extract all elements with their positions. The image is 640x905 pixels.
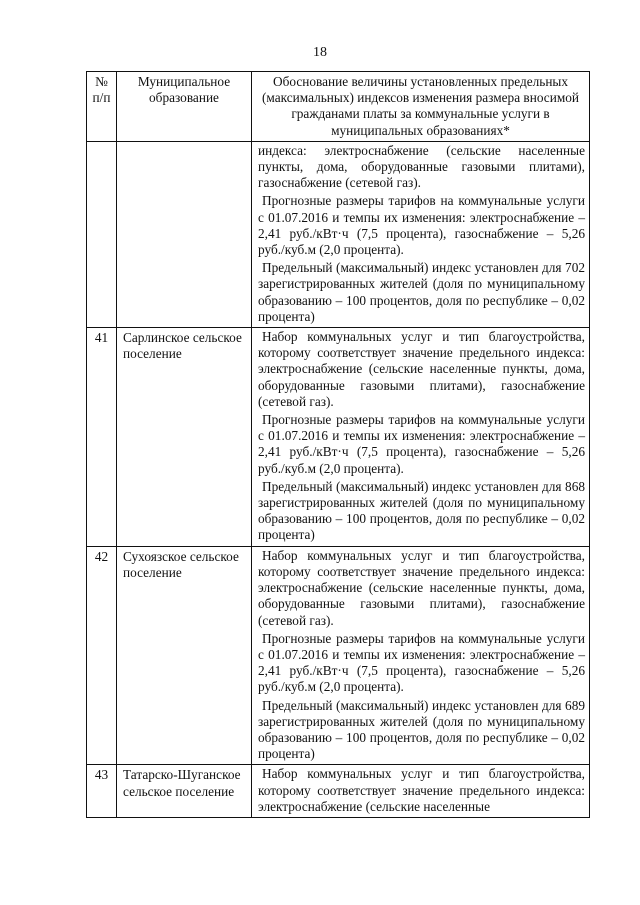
justification-cell bbox=[252, 328, 590, 547]
table-row bbox=[87, 765, 590, 818]
table-header-row bbox=[87, 72, 590, 142]
justification-paragraph: Предельный (максимальный) индекс установлен для 868 зарегистрированных жителей (доля по муниципальному образованию – 100 процентов, доля по республике – 0,02 процента) bbox=[258, 478, 585, 543]
page-number: 18 bbox=[313, 45, 327, 60]
justification-paragraph: Прогнозные размеры тарифов на коммунальные услуги с 01.07.2016 и темпы их изменения: электроснабжение – 2,41 руб./кВт·ч (7,5 процента), газоснабжение – 5,26 руб./куб.м (2,0 процента). bbox=[258, 630, 585, 695]
justification-paragraph: Предельный (максимальный) индекс установлен для 702 зарегистрированных жителей (доля по муниципальному образованию – 100 процентов, доля по республике – 0,02 процента) bbox=[258, 260, 585, 324]
justification-paragraph: Прогнозные размеры тарифов на коммунальные услуги с 01.07.2016 и темпы их изменения: электроснабжение – 2,41 руб./кВт·ч (7,5 процента), газоснабжение – 5,26 руб./куб.м (2,0 процента). bbox=[258, 412, 585, 476]
justification-paragraph: Набор коммунальных услуг и тип благоустройства, которому соответствует значение предельного индекса: электроснабжение (сельские населенные пункты, дома, оборудованные газовыми плитами), газоснабжение (сетевой газ). bbox=[258, 547, 585, 628]
justification-paragraph: Предельный (максимальный) индекс установлен для 689 зарегистрированных жителей (доля по муниципальному образованию – 100 процентов, доля по республике – 0,02 процента) bbox=[258, 697, 585, 762]
justification-cell bbox=[252, 765, 590, 818]
row-number: 41 bbox=[87, 328, 117, 547]
municipality-name: Татарско-Шуганское сельское поселение bbox=[117, 765, 252, 818]
row-number: 43 bbox=[87, 765, 117, 818]
row-number bbox=[87, 141, 117, 327]
municipality-name: Сарлинское сельское поселение bbox=[117, 328, 252, 547]
header-num: № п/п bbox=[87, 72, 117, 142]
table-row bbox=[87, 546, 590, 765]
header-municipality: Муниципальное образование bbox=[117, 72, 252, 142]
justification-paragraph: Прогнозные размеры тарифов на коммунальные услуги с 01.07.2016 и темпы их изменения: электроснабжение – 2,41 руб./кВт·ч (7,5 процента), газоснабжение – 5,26 руб./куб.м (2,0 процента). bbox=[258, 193, 585, 258]
justification-paragraph: Набор коммунальных услуг и тип благоустройства, которому соответствует значение предельного индекса: электроснабжение (сельские населенные bbox=[258, 766, 585, 814]
justification-paragraph: индекса: электроснабжение (сельские населенные пункты, дома, оборудованные газовыми плитами), газоснабжение (сетевой газ). bbox=[258, 142, 585, 191]
table-row bbox=[87, 141, 590, 327]
table-row bbox=[87, 328, 590, 547]
municipality-name: Сухоязское сельское поселение bbox=[117, 546, 252, 765]
municipality-name bbox=[117, 141, 252, 327]
tariff-index-table bbox=[86, 71, 590, 818]
row-number: 42 bbox=[87, 546, 117, 765]
justification-paragraph: Набор коммунальных услуг и тип благоустройства, которому соответствует значение предельного индекса: электроснабжение (сельские населенные пункты, дома, оборудованные газовыми плитами), газоснабжение (сетевой газ). bbox=[258, 329, 585, 409]
justification-cell bbox=[252, 141, 590, 327]
header-justification: Обоснование величины установленных предельных (максимальных) индексов изменения размера вносимой гражданами платы за коммунальные услуги в муниципальных образованиях* bbox=[252, 72, 590, 142]
justification-cell bbox=[252, 546, 590, 765]
